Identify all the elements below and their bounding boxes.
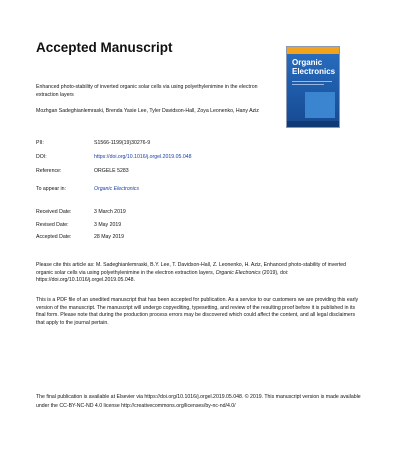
cover-rule: [292, 84, 324, 85]
appear-in-label: To appear in:: [36, 186, 66, 192]
received-date-value: 3 March 2019: [94, 209, 126, 215]
doi-row: [36, 154, 191, 161]
reference-row: [36, 168, 129, 175]
cover-rule: [292, 81, 332, 82]
cover-top-strip: [287, 47, 340, 54]
doi-label: DOI:: [36, 154, 47, 160]
received-date-row: [36, 209, 126, 216]
disclaimer-paragraph: This is a PDF file of an unedited manuscript that has been accepted for publication. As a service to our customers we are providing this early version of the manuscript. The manuscript will undergo copyediting, typesetting, and review of the resulting proof before it is published in its final form. Please note that during the production process errors may be discovered which could affect the content, and all legal disclaimers that apply to the journal pertain.: [36, 297, 359, 326]
appear-in-journal: Organic Electronics: [94, 186, 139, 192]
revised-date-value: 3 May 2019: [94, 222, 122, 228]
pii-row: [36, 140, 150, 147]
article-authors: Mozhgan Sadeghianlemraski, Brenda Yasie Lee, Tyler Davidson-Hall, Zoya Leonenko, Hany Aziz: [36, 108, 259, 114]
citation-journal: Organic Electronics: [215, 269, 261, 276]
appear-in-row: [36, 186, 139, 193]
journal-cover-image: [286, 46, 340, 128]
revised-date-row: [36, 222, 121, 229]
citation-text: Please cite this article as: M. Sadeghianlemraski, B.Y. Lee, T. Davidson-Hall, Z. Leonenko, H. Aziz, Enhanced photo-stability of inverted organic solar cells via using polyethylenimine in the electron extraction layers,: [36, 262, 347, 276]
citation-paragraph: [36, 262, 360, 285]
cover-graphic: [305, 92, 335, 118]
accepted-date-row: [36, 234, 124, 241]
reference-value: ORGELE 5283: [94, 168, 129, 174]
cover-bottom-strip: [287, 121, 340, 127]
citation-doi-text: (2019), doi: https://doi.org/10.1016/j.orgel.2019.05.048.: [36, 269, 289, 284]
article-title: Enhanced photo-stability of inverted organic solar cells via using polyethylenimine in the electron extraction layers: [36, 84, 258, 98]
doi-link[interactable]: https://doi.org/10.1016/j.orgel.2019.05.048: [94, 154, 192, 160]
received-date-label: Received Date:: [36, 209, 72, 215]
accepted-date-value: 28 May 2019: [94, 234, 124, 240]
footer-license-note: The final publication is available at Elsevier via https://doi.org/10.1016/j.orgel.2019.05.048. © 2019. This manuscript version is made available under the CC-BY-NC-ND 4.0 license http://creativecommons.org/licenses/by-nc-nd/4.0/: [36, 394, 361, 409]
revised-date-label: Revised Date:: [36, 222, 69, 228]
pii-value: S1566-1199(19)30276-9: [94, 140, 151, 146]
accepted-date-label: Accepted Date:: [36, 234, 72, 240]
cover-journal-name: Organic Electronics: [292, 58, 336, 76]
pii-label: PII:: [36, 140, 44, 146]
page-heading: Accepted Manuscript: [36, 40, 173, 55]
reference-label: Reference:: [36, 168, 62, 174]
